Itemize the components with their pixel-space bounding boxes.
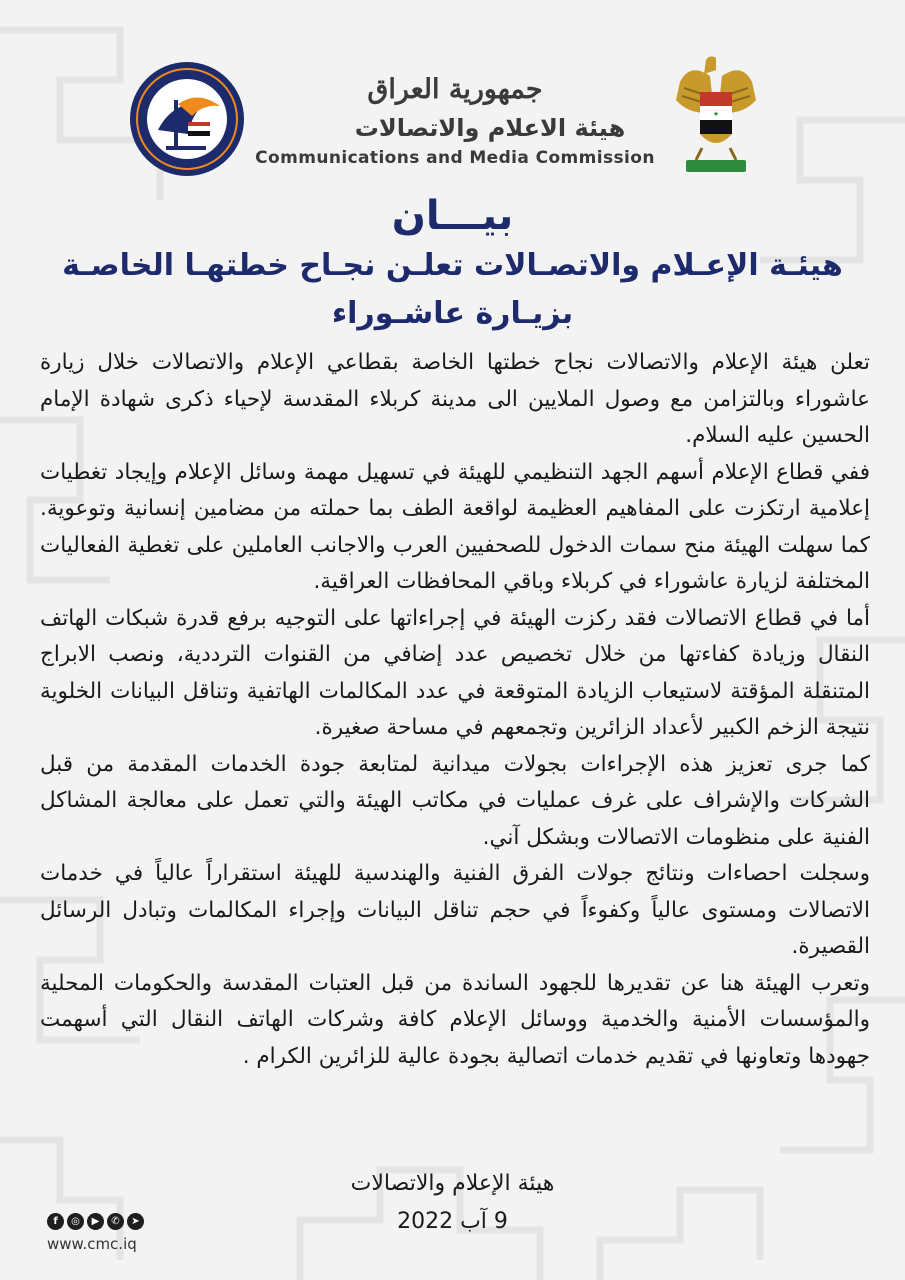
header	[255, 70, 655, 170]
commission-name-english: Communications and Media Commission	[255, 148, 655, 168]
iraq-eagle-emblem	[670, 52, 762, 178]
headline-line-1: هيئـة الإعـلام والاتصـالات تعلـن نجـاح خطتهـا الخاصـة	[62, 248, 843, 283]
paragraph: أما في قطاع الاتصالات فقد ركزت الهيئة في إجراءاتها على التوجيه برفع قدرة شبكات الهاتف النقال وزيادة كفاءتها من خلال تخصيص عدد إضافي من القنوات الترددية، ونصب الابراج المتنقلة المؤقتة لاستيعاب الزيادة المتوقعة في عدد المكالمات الهاتفية وتناقل البيانات الخلوية نتيجة الزخم الكبير لأعداد الزائرين وتجمعهم في مساحة صغيرة.	[40, 605, 870, 740]
statement-heading: بيـــان	[391, 193, 514, 239]
paragraph: وسجلت احصاءات ونتائج جولات الفرق الفنية والهندسية للهيئة استقراراً عالياً في خدمات الاتصالات ومستوى عالياً وكفوءاً في حجم تناقل البيانات وإجراء المكالمات وتبادل الرسائل القصيرة.	[40, 861, 870, 959]
headline-line-2: بزيـارة عاشـوراء	[331, 296, 574, 331]
paragraph: ففي قطاع الإعلام أسهم الجهد التنظيمي للهيئة في تسهيل مهمة وسائل الإعلام وإيجاد تغطيات إعلامية ارتكزت على المفاهيم العظيمة لواقعة الطف بما حملته من مضامين إنسانية وتوعوية. كما سهلت الهيئة منح سمات الدخول للصحفيين العرب والاجانب العاملين على تغطية الفعاليات المختلفة لزيارة عاشوراء في كربلاء وباقي المحافظات العراقية.	[40, 459, 870, 594]
statement-body	[40, 345, 870, 1075]
svg-text:★: ★	[712, 110, 720, 118]
statement-date: 9 آب 2022	[397, 1209, 508, 1234]
statement-title-block	[40, 190, 865, 338]
website-link[interactable]: www.cmc.iq	[47, 1235, 137, 1253]
republic-of-iraq-title: جمهورية العراق	[367, 74, 543, 105]
social-links	[47, 1213, 144, 1231]
paragraph: وتعرب الهيئة هنا عن تقديرها للجهود الساندة من قبل العتبات المقدسة والحكومات المحلية والمؤسسات الأمنية والخدمية ووسائل الإعلام كافة وشركات الهاتف النقال التي أسهمت جهودها وتعاونها في تقديم خدمات اتصالية بجودة عالية للزائرين الكرام .	[40, 970, 870, 1069]
telegram-icon[interactable]: ➤	[127, 1213, 144, 1230]
commission-name-arabic: هيئة الاعلام والاتصالات	[354, 114, 626, 142]
signature-block	[200, 1165, 705, 1241]
whatsapp-icon[interactable]: ✆	[107, 1213, 124, 1230]
facebook-icon[interactable]: f	[47, 1213, 64, 1230]
cmc-logo	[128, 60, 246, 178]
paragraph: كما جرى تعزيز هذه الإجراءات بجولات ميدانية لمتابعة جودة الخدمات المقدمة من قبل الشركات والإشراف على غرف عمليات في مكاتب الهيئة والتي تعمل على معالجة المشاكل الفنية على منظومات الاتصالات وبشكل آني.	[40, 751, 870, 850]
paragraph: تعلن هيئة الإعلام والاتصالات نجاح خطتها الخاصة بقطاعي الإعلام والاتصالات خلال زيارة عاشوراء وبالتزامن مع وصول الملايين الى مدينة كربلاء المقدسة لإحياء ذكرى شهادة الإمام الحسين عليه السلام.	[40, 350, 870, 448]
signature-name: هيئة الإعلام والاتصالات	[350, 1171, 555, 1196]
youtube-icon[interactable]: ▶	[87, 1213, 104, 1230]
instagram-icon[interactable]: ◎	[67, 1213, 84, 1230]
